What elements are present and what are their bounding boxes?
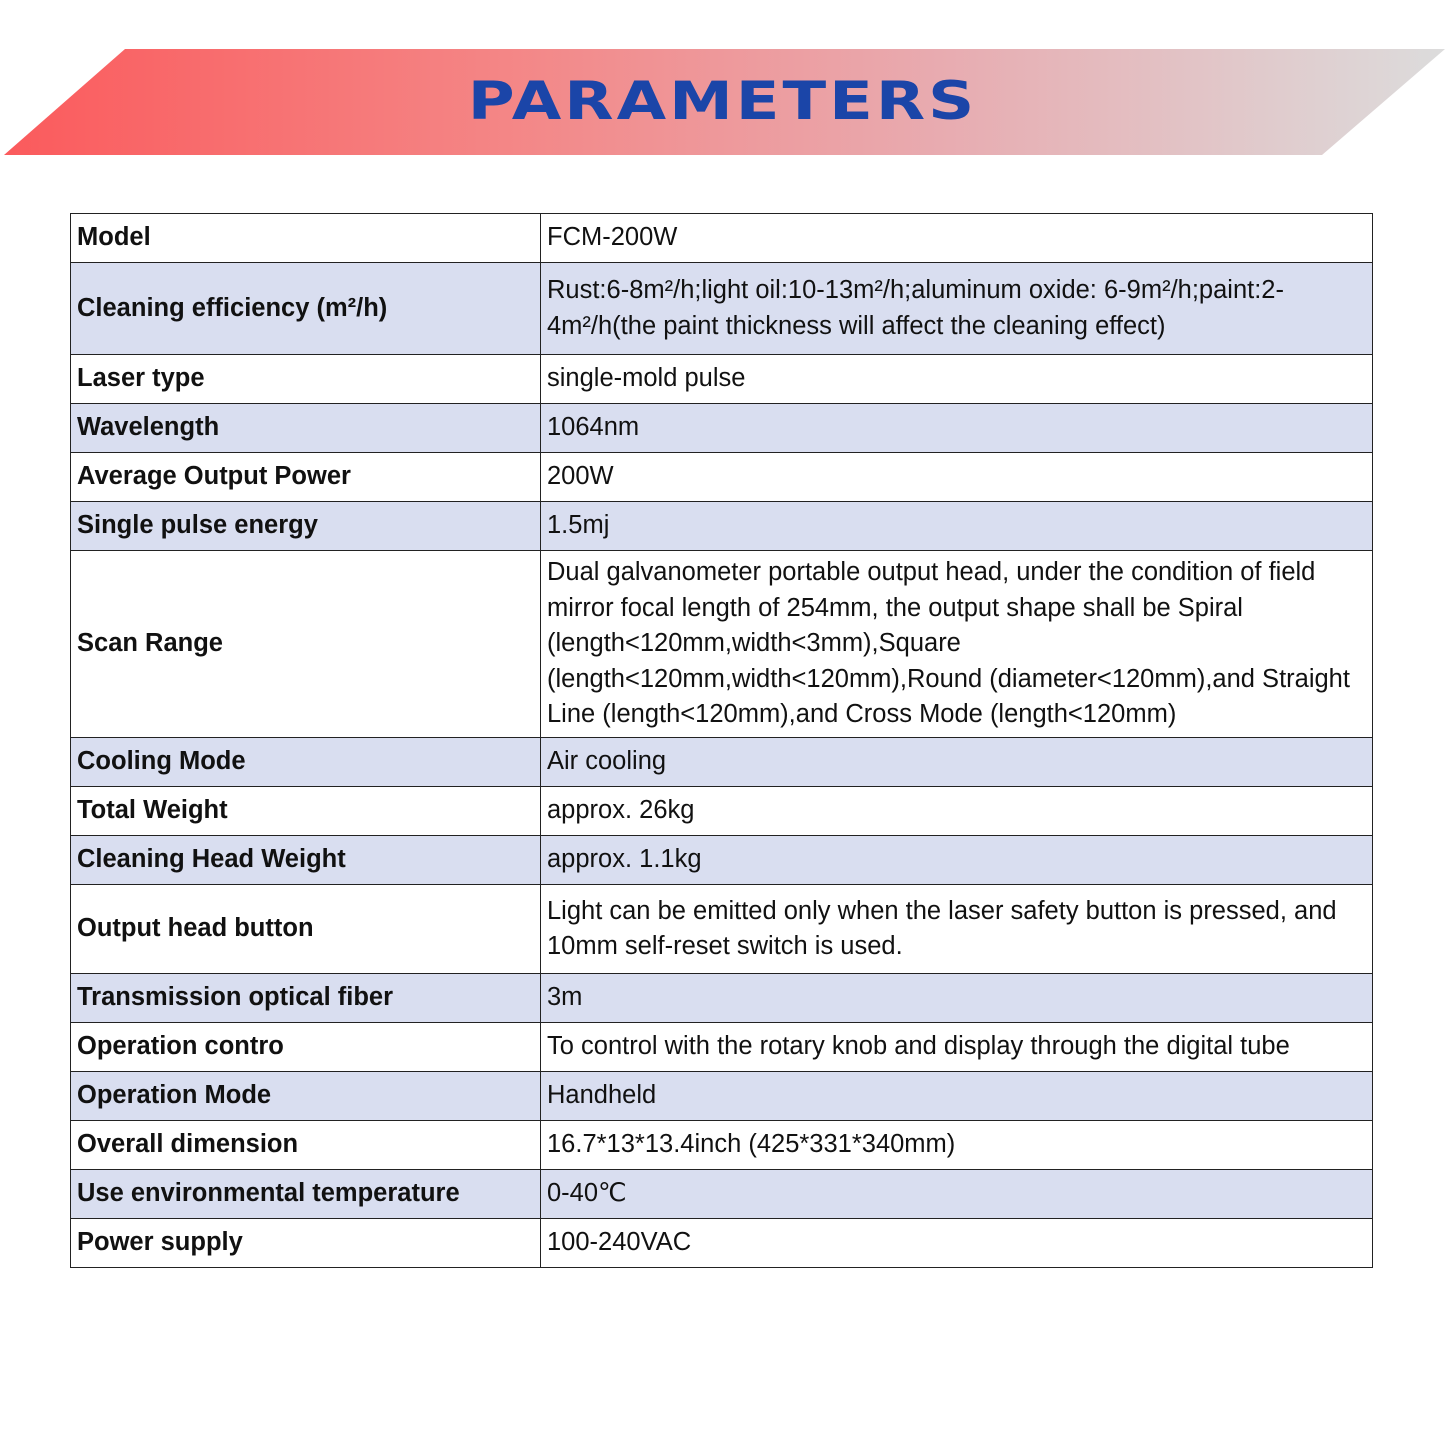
table-row [71, 885, 1373, 974]
table-row [71, 1219, 1373, 1268]
table-row [71, 502, 1373, 551]
table-row [71, 1023, 1373, 1072]
row-value: To control with the rotary knob and display through the digital tube [541, 1023, 1373, 1072]
row-value: 3m [541, 974, 1373, 1023]
table-row [71, 738, 1373, 787]
row-label: Scan Range [71, 551, 541, 738]
row-value: Dual galvanometer portable output head, under the condition of field mirror focal length of 254mm, the output shape shall be Spiral (length<120mm,width<3mm),Square (length<120mm,width<120mm),Round (diameter<120mm),and Straight Line (length<120mm),and Cross Mode (length<120mm) [541, 551, 1373, 738]
row-label: Single pulse energy [71, 502, 541, 551]
row-label: Cooling Mode [71, 738, 541, 787]
row-value: 1.5mj [541, 502, 1373, 551]
row-label: Model [71, 214, 541, 263]
specifications-table [70, 213, 1373, 1268]
row-value: Rust:6-8m²/h;light oil:10-13m²/h;aluminum oxide: 6-9m²/h;paint:2-4m²/h(the paint thickness will affect the cleaning effect) [541, 263, 1373, 355]
page-title: PARAMETERS [467, 71, 978, 133]
row-value: 0-40℃ [541, 1170, 1373, 1219]
row-value: 1064nm [541, 404, 1373, 453]
table-row [71, 787, 1373, 836]
table-row [71, 263, 1373, 355]
row-label: Output head button [71, 885, 541, 974]
parameters-banner [0, 49, 1445, 155]
row-value: Light can be emitted only when the laser safety button is pressed, and 10mm self-reset switch is used. [541, 885, 1373, 974]
row-label: Average Output Power [71, 453, 541, 502]
row-value: 200W [541, 453, 1373, 502]
row-label: Transmission optical fiber [71, 974, 541, 1023]
row-label: Operation Mode [71, 1072, 541, 1121]
row-label: Use environmental temperature [71, 1170, 541, 1219]
table-row [71, 836, 1373, 885]
table-row [71, 551, 1373, 738]
row-value: single-mold pulse [541, 355, 1373, 404]
table-row [71, 1072, 1373, 1121]
row-label: Cleaning efficiency (m²/h) [71, 263, 541, 355]
row-value: FCM-200W [541, 214, 1373, 263]
table-row [71, 404, 1373, 453]
row-label: Total Weight [71, 787, 541, 836]
row-value: approx. 26kg [541, 787, 1373, 836]
row-value: Handheld [541, 1072, 1373, 1121]
row-value: approx. 1.1kg [541, 836, 1373, 885]
table-row [71, 1121, 1373, 1170]
table-row [71, 355, 1373, 404]
row-label: Wavelength [71, 404, 541, 453]
row-label: Operation contro [71, 1023, 541, 1072]
row-label: Power supply [71, 1219, 541, 1268]
row-value: 16.7*13*13.4inch (425*331*340mm) [541, 1121, 1373, 1170]
table-row [71, 214, 1373, 263]
row-label: Cleaning Head Weight [71, 836, 541, 885]
row-label: Laser type [71, 355, 541, 404]
row-value: 100-240VAC [541, 1219, 1373, 1268]
row-value: Air cooling [541, 738, 1373, 787]
table-row [71, 974, 1373, 1023]
table-row [71, 453, 1373, 502]
row-label: Overall dimension [71, 1121, 541, 1170]
table-row [71, 1170, 1373, 1219]
